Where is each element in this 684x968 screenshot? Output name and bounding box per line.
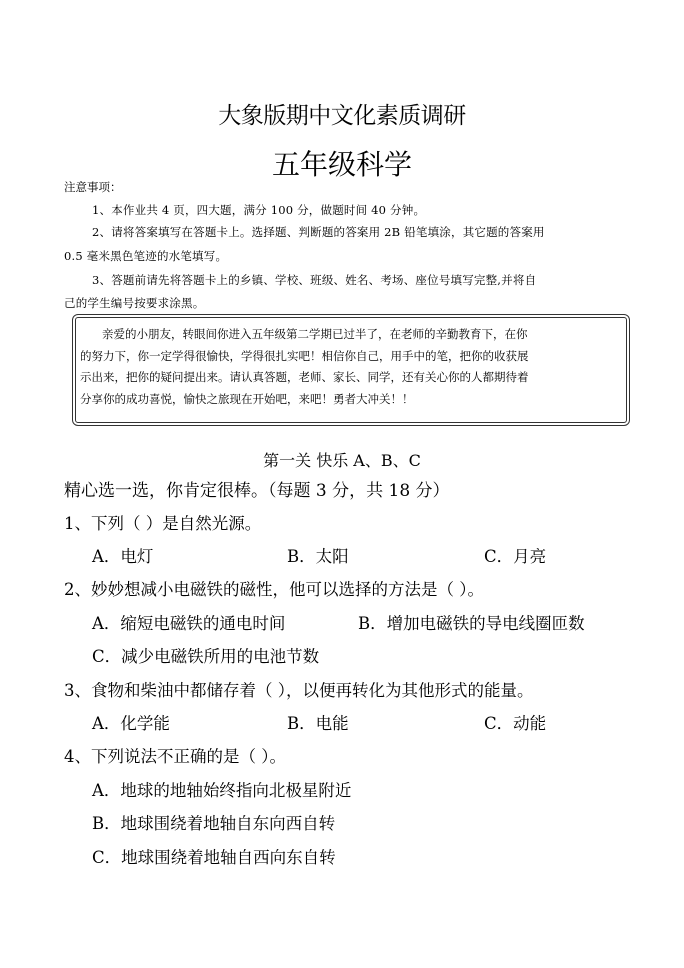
question-option: A．地球的地轴始终指向北极星附近 <box>92 781 352 800</box>
question-option: C．动能 <box>484 714 547 733</box>
question-stem: 1、下列（ ）是自然光源。 <box>64 514 262 533</box>
note-line: 3、答题前请先将答题卡上的乡镇、学校、班级、姓名、考场、座位号填写完整,并将自 <box>92 273 537 287</box>
question-option: B．地球围绕着地轴自东向西自转 <box>92 814 336 833</box>
note-line: 1、本作业共 4 页，四大题，满分 100 分，做题时间 40 分钟。 <box>92 203 426 217</box>
question-stem: 4、下列说法不正确的是（ ）。 <box>64 747 286 766</box>
question-stem: 3、食物和柴油中都储存着（ ），以便再转化为其他形式的能量。 <box>64 681 534 700</box>
question-option: B．太阳 <box>287 547 349 566</box>
greeting-line: 示出来，把你的疑问提出来。请认真答题，老师、家长、同学，还有关心你的人都期待着 <box>80 370 529 384</box>
section-title: 第一关 快乐 A、B、C <box>263 451 421 470</box>
note-line: 2、请将答案填写在答题卡上。选择题、判断题的答案用 2B 铅笔填涂，其它题的答案用 <box>92 225 545 239</box>
section-instruction: 精心选一选，你肯定很棒。（每题 3 分，共 18 分） <box>64 481 450 501</box>
greeting-text <box>80 324 620 410</box>
question-option: A．电灯 <box>92 547 154 566</box>
question-option: C．地球围绕着地轴自西向东自转 <box>92 848 336 867</box>
question-option: C．月亮 <box>484 547 547 566</box>
question-stem: 2、妙妙想减小电磁铁的磁性，他可以选择的方法是（ ）。 <box>64 580 484 599</box>
question-option: B．增加电磁铁的导电线圈匝数 <box>358 614 585 633</box>
notes-heading: 注意事项： <box>64 180 122 194</box>
greeting-line: 亲爱的小朋友，转眼间你进入五年级第二学期已过半了，在老师的辛勤教育下，在你 <box>102 327 528 341</box>
question-option: C．减少电磁铁所用的电池节数 <box>92 647 320 666</box>
note-line: 己的学生编号按要求涂黑。 <box>64 296 205 310</box>
question-option: A．缩短电磁铁的通电时间 <box>92 614 286 633</box>
question-option: B．电能 <box>287 714 349 733</box>
exam-title: 大象版期中文化素质调研 <box>218 103 466 129</box>
note-line: 0.5 毫米黑色笔迹的水笔填写。 <box>64 249 228 263</box>
greeting-line: 的努力下，你一定学得很愉快，学得很扎实吧！相信你自己，用手中的笔，把你的收获展 <box>80 348 529 363</box>
exam-subtitle: 五年级科学 <box>271 148 412 181</box>
greeting-line: 分享你的成功喜悦，愉快之旅现在开始吧，来吧！勇者大冲关！！ <box>80 391 414 406</box>
question-option: A．化学能 <box>92 714 170 733</box>
